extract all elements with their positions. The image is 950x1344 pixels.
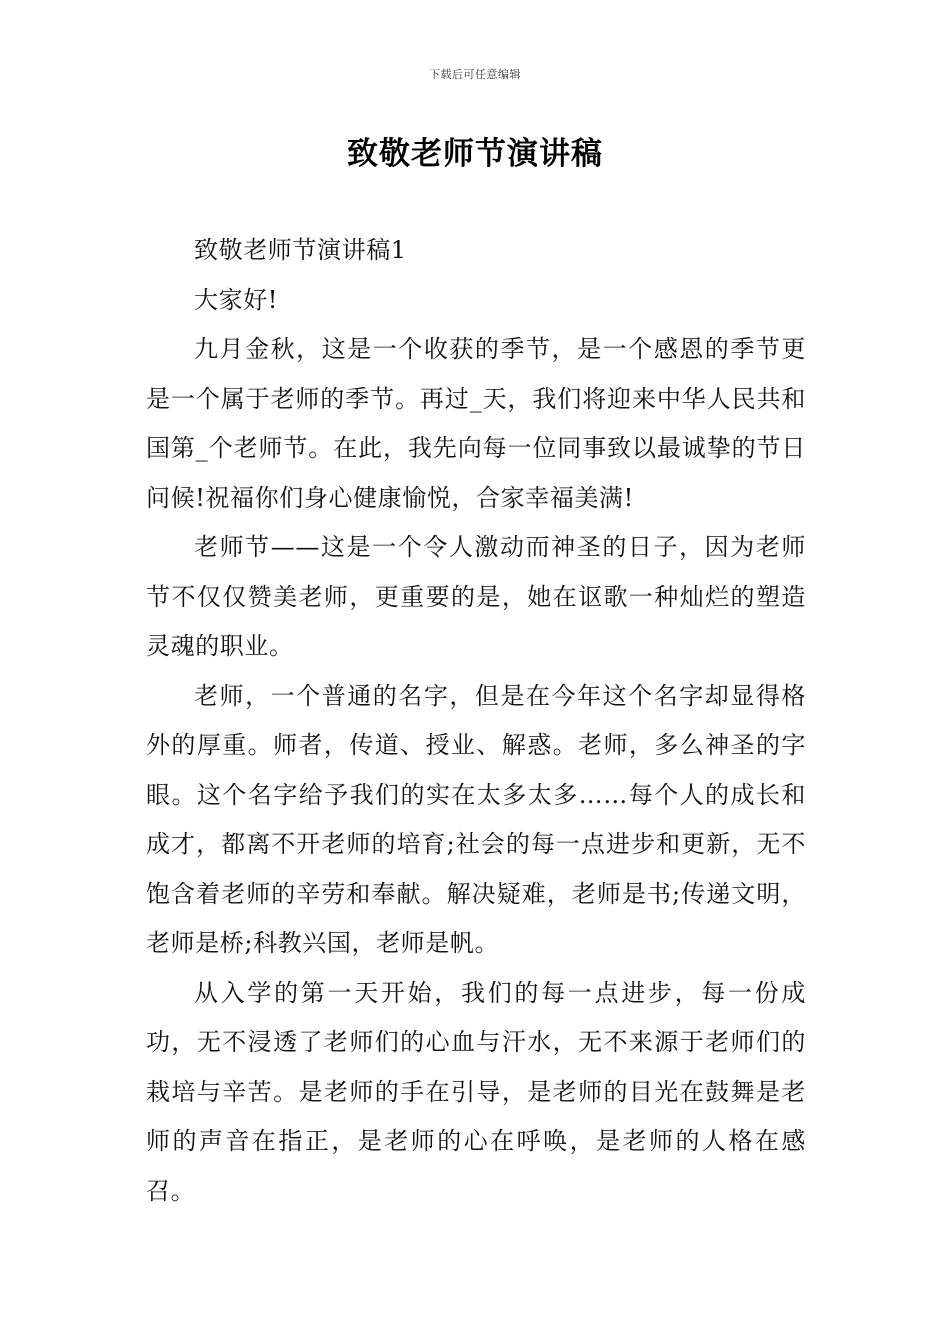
header-note: 下载后可任意编辑 bbox=[429, 68, 521, 81]
paragraph: 从入学的第一天开始，我们的每一点进步，每一份成功，无不浸透了老师们的心血与汗水，无不来源于老师们的栽培与辛苦。是老师的手在引导，是老师的目光在鼓舞是老师的声音在指正，是老师的心在呼唤，是老师的人格在感召。 bbox=[146, 978, 806, 1205]
paragraph: 老师节——这是一个令人激动而神圣的日子，因为老师节不仅仅赞美老师，更重要的是，她在讴歌一种灿烂的塑造灵魂的职业。 bbox=[146, 533, 806, 660]
section-subtitle: 致敬老师节演讲稿1 bbox=[194, 236, 407, 264]
paragraph: 老师，一个普通的名字，但是在今年这个名字却显得格外的厚重。师者，传道、授业、解惑。老师，多么神圣的字眼。这个名字给予我们的实在太多太多……每个人的成长和成才，都离不开老师的培育;社会的每一点进步和更新，无不饱含着老师的辛劳和奉献。解决疑难，老师是书;传递文明，老师是桥;科教兴国，老师是帆。 bbox=[146, 681, 806, 957]
paragraph: 九月金秋，这是一个收获的季节，是一个感恩的季节更是一个属于老师的季节。再过_天，我们将迎来中华人民共和国第_个老师节。在此，我先向每一位同事致以最诚挚的节日问候!祝福你们身心健康愉悦，合家幸福美满! bbox=[146, 335, 806, 512]
document-title: 致敬老师节演讲稿 bbox=[347, 136, 603, 172]
greeting: 大家好! bbox=[194, 285, 279, 314]
document-body bbox=[146, 226, 806, 1216]
